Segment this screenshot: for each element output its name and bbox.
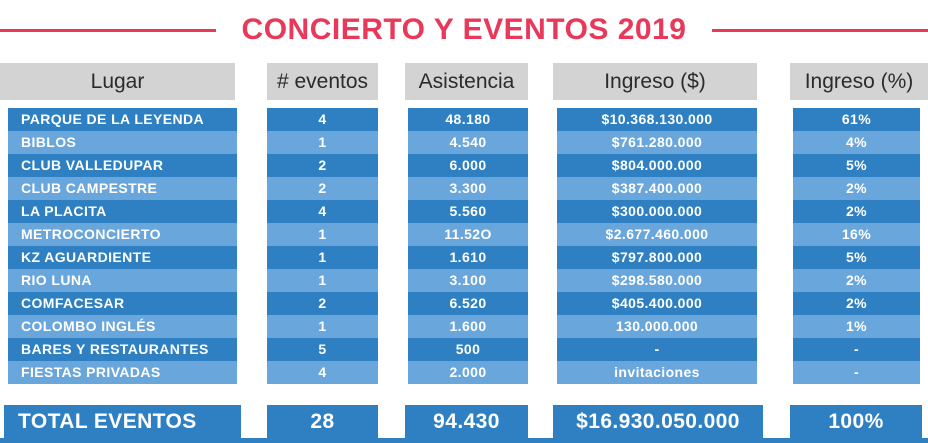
cell-ingreso-pct: 2% <box>793 177 920 200</box>
table-row <box>0 108 928 131</box>
column-header-ingreso-pesos: Ingreso ($) <box>553 63 757 100</box>
cell-lugar: BIBLOS <box>8 131 237 154</box>
bottom-edge-bar <box>0 438 928 443</box>
cell-eventos: 4 <box>267 200 378 223</box>
cell-lugar: KZ AGUARDIENTE <box>8 246 237 269</box>
cell-lugar: COMFACESAR <box>8 292 237 315</box>
cell-eventos: 4 <box>267 361 378 384</box>
cell-ingreso: $387.400.000 <box>557 177 757 200</box>
cell-eventos: 2 <box>267 292 378 315</box>
cell-asistencia: 48.180 <box>408 108 528 131</box>
cell-ingreso: $804.000.000 <box>557 154 757 177</box>
title-rule-right <box>712 29 928 32</box>
cell-eventos: 1 <box>267 246 378 269</box>
cell-ingreso-pct: 5% <box>793 154 920 177</box>
cell-eventos: 1 <box>267 269 378 292</box>
total-ingreso: $16.930.050.000 <box>553 405 763 438</box>
page-title: CONCIERTO Y EVENTOS 2019 <box>241 13 687 46</box>
cell-ingreso: 130.000.000 <box>557 315 757 338</box>
cell-ingreso-pct: 16% <box>793 223 920 246</box>
cell-asistencia: 5.560 <box>408 200 528 223</box>
total-label: TOTAL EVENTOS <box>4 405 241 438</box>
cell-ingreso: $797.800.000 <box>557 246 757 269</box>
cell-asistencia: 6.000 <box>408 154 528 177</box>
cell-ingreso: $298.580.000 <box>557 269 757 292</box>
cell-ingreso-pct: 1% <box>793 315 920 338</box>
cell-ingreso: $405.400.000 <box>557 292 757 315</box>
cell-ingreso: - <box>557 338 757 361</box>
cell-eventos: 2 <box>267 177 378 200</box>
column-header-eventos: # eventos <box>267 63 378 100</box>
title-rule-left <box>0 29 216 32</box>
cell-asistencia: 4.540 <box>408 131 528 154</box>
title-bar <box>0 13 928 47</box>
table-row <box>0 292 928 315</box>
table-row <box>0 315 928 338</box>
cell-asistencia: 6.520 <box>408 292 528 315</box>
cell-lugar: CLUB VALLEDUPAR <box>8 154 237 177</box>
table-header-row <box>0 63 928 100</box>
table-row <box>0 246 928 269</box>
table-row <box>0 361 928 384</box>
cell-ingreso: $10.368.130.000 <box>557 108 757 131</box>
cell-asistencia: 11.52O <box>408 223 528 246</box>
cell-ingreso-pct: 61% <box>793 108 920 131</box>
table-row <box>0 223 928 246</box>
cell-ingreso-pct: 2% <box>793 200 920 223</box>
column-header-ingreso-pct: Ingreso (%) <box>790 63 928 100</box>
cell-eventos: 5 <box>267 338 378 361</box>
cell-asistencia: 1.610 <box>408 246 528 269</box>
cell-lugar: FIESTAS PRIVADAS <box>8 361 237 384</box>
cell-lugar: METROCONCIERTO <box>8 223 237 246</box>
cell-ingreso-pct: 4% <box>793 131 920 154</box>
cell-lugar: CLUB CAMPESTRE <box>8 177 237 200</box>
table-row <box>0 154 928 177</box>
column-header-asistencia: Asistencia <box>405 63 528 100</box>
cell-lugar: LA PLACITA <box>8 200 237 223</box>
cell-ingreso: $761.280.000 <box>557 131 757 154</box>
cell-lugar: COLOMBO INGLÉS <box>8 315 237 338</box>
cell-ingreso: $300.000.000 <box>557 200 757 223</box>
cell-ingreso-pct: 2% <box>793 269 920 292</box>
cell-eventos: 1 <box>267 131 378 154</box>
cell-asistencia: 3.100 <box>408 269 528 292</box>
table-row <box>0 177 928 200</box>
cell-eventos: 2 <box>267 154 378 177</box>
cell-lugar: BARES Y RESTAURANTES <box>8 338 237 361</box>
cell-ingreso: $2.677.460.000 <box>557 223 757 246</box>
cell-ingreso: invitaciones <box>557 361 757 384</box>
cell-asistencia: 1.600 <box>408 315 528 338</box>
cell-eventos: 1 <box>267 223 378 246</box>
table-row <box>0 131 928 154</box>
column-header-lugar: Lugar <box>0 63 235 100</box>
cell-eventos: 1 <box>267 315 378 338</box>
table-row <box>0 269 928 292</box>
cell-asistencia: 2.000 <box>408 361 528 384</box>
cell-lugar: PARQUE DE LA LEYENDA <box>8 108 237 131</box>
cell-asistencia: 3.300 <box>408 177 528 200</box>
table-row <box>0 338 928 361</box>
total-asistencia: 94.430 <box>405 405 528 438</box>
cell-ingreso-pct: 5% <box>793 246 920 269</box>
cell-asistencia: 500 <box>408 338 528 361</box>
cell-ingreso-pct: - <box>793 338 920 361</box>
table-row <box>0 200 928 223</box>
table-total-row <box>0 405 928 438</box>
cell-ingreso-pct: - <box>793 361 920 384</box>
total-ingreso-pct: 100% <box>790 405 922 438</box>
cell-ingreso-pct: 2% <box>793 292 920 315</box>
table-body <box>0 108 928 384</box>
total-eventos: 28 <box>267 405 378 438</box>
cell-lugar: RIO LUNA <box>8 269 237 292</box>
cell-eventos: 4 <box>267 108 378 131</box>
